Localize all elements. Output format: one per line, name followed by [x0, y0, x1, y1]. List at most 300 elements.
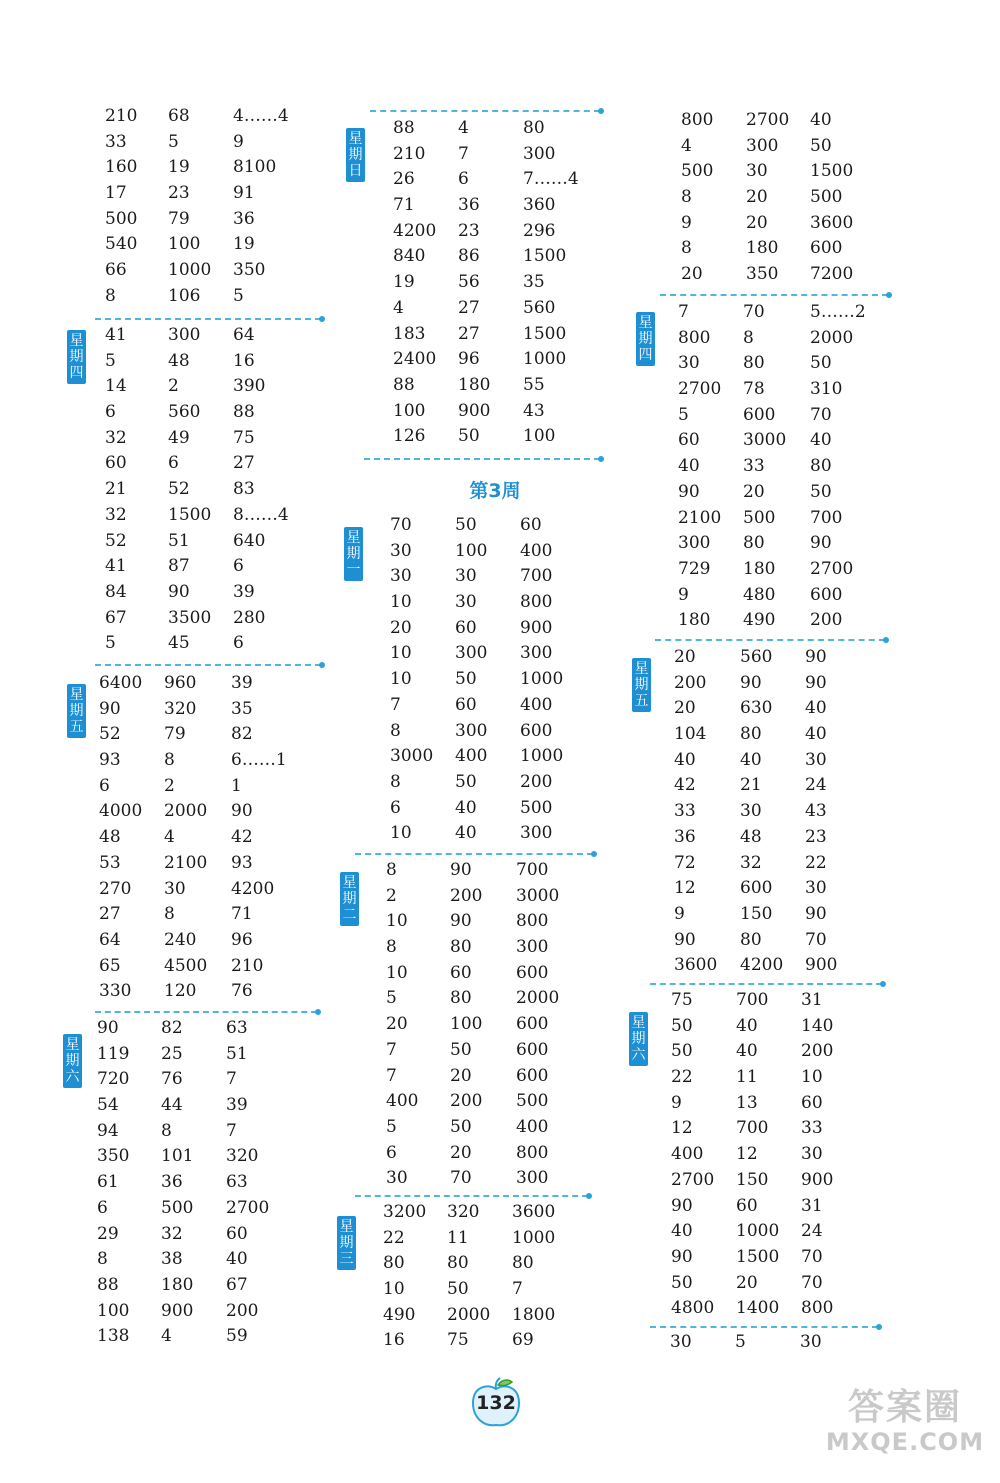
block-c2-wed — [380, 1200, 620, 1354]
answer-value: 2100 — [678, 507, 722, 528]
answer-value: 300 — [168, 325, 201, 345]
answer-value: 9 — [671, 1092, 682, 1113]
answer-value: 80 — [447, 1253, 469, 1274]
answer-row — [670, 988, 910, 1014]
answer-value: 30 — [740, 801, 762, 822]
answer-value: 270 — [99, 878, 132, 899]
answer-value: 4200 — [231, 878, 275, 899]
answer-row — [670, 557, 910, 583]
answer-value: 11 — [447, 1227, 469, 1248]
answer-value: 200 — [226, 1300, 259, 1321]
answer-value: 80 — [743, 533, 765, 554]
answer-value: 60 — [801, 1092, 823, 1113]
answer-value: 30 — [805, 749, 827, 770]
answer-value: 5……2 — [810, 302, 866, 322]
answer-row — [90, 1042, 330, 1068]
answer-value: 10 — [386, 962, 408, 983]
answer-value: 31 — [801, 1195, 823, 1216]
answer-value: 320 — [226, 1146, 259, 1167]
answer-value: 80 — [523, 118, 545, 138]
answer-value: 2700 — [678, 379, 722, 400]
answer-row — [380, 1038, 620, 1064]
answer-value: 23 — [805, 826, 827, 847]
answer-value: 90 — [450, 911, 472, 932]
answer-value: 3200 — [383, 1202, 427, 1222]
answer-value: 6……1 — [231, 750, 287, 771]
answer-value: 2700 — [746, 110, 790, 130]
answer-row — [670, 1168, 910, 1194]
answer-value: 19 — [393, 272, 415, 293]
answer-value: 38 — [161, 1249, 183, 1270]
answer-value: 32 — [740, 852, 762, 873]
answer-value: 320 — [164, 698, 197, 719]
answer-value: 22 — [383, 1227, 405, 1248]
answer-row — [90, 606, 330, 632]
answer-value: 40 — [736, 1015, 758, 1036]
answer-row — [670, 645, 910, 671]
answer-row — [670, 722, 910, 748]
answer-row — [90, 722, 330, 748]
answer-value: 36 — [161, 1172, 183, 1193]
answer-value: 9 — [233, 131, 244, 152]
answer-value: 41 — [105, 556, 127, 577]
answer-value: 86 — [458, 246, 480, 267]
answer-value: 94 — [97, 1120, 119, 1141]
answer-value: 79 — [168, 208, 190, 229]
answer-row — [90, 477, 330, 503]
answer-row — [90, 374, 330, 400]
answer-row — [670, 799, 910, 825]
block-c3-top — [670, 108, 910, 288]
answer-row — [90, 554, 330, 580]
column-2-tue — [380, 858, 620, 1192]
answer-value: 60 — [736, 1195, 758, 1216]
answer-value: 80 — [740, 929, 762, 950]
answer-value: 360 — [523, 195, 556, 216]
answer-value: 54 — [97, 1095, 119, 1116]
answer-value: 20 — [450, 1065, 472, 1086]
answer-row — [380, 986, 620, 1012]
answer-value: 7 — [512, 1279, 523, 1300]
answer-value: 50 — [450, 1116, 472, 1137]
answer-value: 10 — [390, 823, 412, 844]
answer-value: 33 — [801, 1118, 823, 1139]
answer-row — [380, 116, 620, 142]
answer-value: 12 — [671, 1118, 693, 1139]
answer-value: 30 — [386, 1168, 408, 1189]
answer-value: 900 — [458, 400, 491, 421]
answer-value: 140 — [801, 1015, 834, 1036]
answer-value: 71 — [393, 195, 415, 216]
answer-row — [90, 1222, 330, 1248]
answer-value: 2100 — [164, 852, 208, 873]
separator — [355, 853, 593, 855]
answer-row — [380, 616, 620, 642]
answer-row — [90, 232, 330, 258]
answer-value: 1000 — [512, 1227, 556, 1248]
answer-value: 183 — [393, 323, 426, 344]
answer-value: 1000 — [168, 260, 212, 281]
answer-value: 6 — [97, 1197, 108, 1218]
answer-row — [670, 300, 910, 326]
separator — [95, 1011, 317, 1013]
day-tab-saturday: 星期六 — [629, 1012, 648, 1066]
answer-value: 44 — [161, 1095, 183, 1116]
answer-value: 210 — [393, 143, 426, 164]
answer-value: 13 — [736, 1092, 758, 1113]
answer-value: 31 — [801, 990, 823, 1010]
answer-value: 70 — [801, 1272, 823, 1293]
answer-value: 1500 — [523, 246, 567, 267]
answer-value: 70 — [450, 1168, 472, 1189]
answer-row — [90, 400, 330, 426]
answer-row — [90, 928, 330, 954]
answer-value: 90 — [671, 1195, 693, 1216]
answer-value: 180 — [746, 238, 779, 259]
separator — [95, 664, 321, 666]
separator — [364, 458, 600, 460]
answer-value: 6 — [233, 556, 244, 577]
answer-value: 90 — [740, 672, 762, 693]
answer-value: 88 — [233, 402, 255, 423]
answer-value: 560 — [168, 402, 201, 423]
answer-row — [90, 748, 330, 774]
block-c2-mon — [380, 513, 620, 847]
answer-row — [380, 1141, 620, 1167]
answer-value: 50 — [810, 353, 832, 374]
answer-value: 20 — [746, 187, 768, 208]
answer-value: 3600 — [512, 1202, 556, 1222]
answer-row — [380, 909, 620, 935]
answer-value: 90 — [99, 698, 121, 719]
answer-row — [670, 262, 910, 288]
answer-value: 80 — [740, 724, 762, 745]
answer-value: 60 — [455, 617, 477, 638]
answer-value: 3600 — [810, 212, 854, 233]
answer-value: 210 — [231, 955, 264, 976]
answer-row — [380, 513, 620, 539]
answer-value: 88 — [393, 118, 415, 138]
answer-value: 9 — [674, 903, 685, 924]
answer-value: 52 — [105, 530, 127, 551]
block-c1-thu — [90, 323, 330, 657]
answer-value: 39 — [233, 581, 255, 602]
answer-row — [90, 877, 330, 903]
column-1-thu — [90, 323, 330, 657]
answer-value: 4 — [458, 118, 469, 138]
separator — [650, 1326, 878, 1328]
answer-value: 53 — [99, 852, 121, 873]
answer-value: 20 — [674, 647, 696, 667]
answer-value: 91 — [233, 183, 255, 204]
answer-row — [90, 825, 330, 851]
answer-value: 75 — [671, 990, 693, 1010]
day-tab-friday: 星期五 — [67, 684, 86, 738]
answer-value: 640 — [233, 530, 266, 551]
answer-row — [90, 323, 330, 349]
answer-value: 23 — [168, 183, 190, 204]
answer-value: 30 — [455, 592, 477, 613]
answer-value: 900 — [520, 617, 553, 638]
answer-row — [670, 326, 910, 352]
answer-value: 300 — [678, 533, 711, 554]
answer-row — [380, 935, 620, 961]
answer-row — [90, 181, 330, 207]
answer-value: 60 — [450, 962, 472, 983]
answer-row — [380, 1226, 620, 1252]
answer-value: 600 — [516, 962, 549, 983]
answer-value: 30 — [800, 1332, 822, 1352]
answer-value: 40 — [740, 749, 762, 770]
answer-value: 6 — [105, 402, 116, 423]
answer-value: 4 — [164, 827, 175, 848]
day-tab-monday: 星期一 — [344, 527, 363, 581]
answer-value: 101 — [161, 1146, 194, 1167]
answer-value: 6 — [99, 775, 110, 796]
answer-value: 200 — [520, 771, 553, 792]
answer-value: 1000 — [736, 1221, 780, 1242]
answer-row — [380, 590, 620, 616]
answer-row — [90, 1273, 330, 1299]
answer-value: 20 — [386, 1014, 408, 1035]
answer-value: 4 — [161, 1326, 172, 1347]
answer-row — [670, 1116, 910, 1142]
answer-row — [670, 403, 910, 429]
answer-value: 75 — [447, 1330, 469, 1351]
answer-row — [670, 1014, 910, 1040]
answer-value: 540 — [105, 234, 138, 255]
answer-value: 900 — [161, 1300, 194, 1321]
answer-value: 60 — [105, 453, 127, 474]
answer-value: 2700 — [810, 558, 854, 579]
answer-row — [670, 159, 910, 185]
answer-value: 59 — [226, 1326, 248, 1347]
answer-row — [670, 1330, 910, 1356]
answer-value: 100 — [523, 426, 556, 447]
day-tab-sunday: 星期日 — [346, 128, 365, 182]
answer-value: 32 — [105, 427, 127, 448]
answer-value: 5 — [105, 350, 116, 371]
answer-row — [380, 167, 620, 193]
answer-value: 106 — [168, 285, 201, 306]
answer-value: 50 — [671, 1272, 693, 1293]
answer-value: 200 — [801, 1041, 834, 1062]
answer-value: 17 — [105, 183, 127, 204]
answer-row — [380, 399, 620, 425]
answer-value: 51 — [168, 530, 190, 551]
answer-value: 8 — [386, 860, 397, 880]
answer-value: 600 — [810, 238, 843, 259]
answer-row — [670, 583, 910, 609]
answer-value: 840 — [393, 246, 426, 267]
answer-value: 20 — [674, 698, 696, 719]
answer-value: 29 — [97, 1223, 119, 1244]
answer-value: 8 — [743, 327, 754, 348]
answer-value: 65 — [99, 955, 121, 976]
answer-value: 1500 — [168, 504, 212, 525]
answer-value: 138 — [97, 1326, 130, 1347]
answer-value: 1500 — [810, 161, 854, 182]
answer-value: 4 — [393, 297, 404, 318]
answer-value: 10 — [390, 592, 412, 613]
answer-value: 100 — [455, 540, 488, 561]
block-c3-sat — [670, 988, 910, 1322]
answer-row — [670, 531, 910, 557]
answer-value: 180 — [678, 610, 711, 631]
day-tab-wednesday: 星期三 — [337, 1216, 356, 1270]
answer-row — [90, 207, 330, 233]
day-tab-saturday: 星期六 — [63, 1034, 82, 1088]
answer-row — [90, 1144, 330, 1170]
answer-row — [380, 193, 620, 219]
answer-row — [90, 1324, 330, 1350]
column-3-fri — [670, 645, 910, 979]
answer-value: 30 — [746, 161, 768, 182]
answer-value: 80 — [810, 456, 832, 477]
answer-value: 63 — [226, 1018, 248, 1038]
answer-value: 24 — [805, 775, 827, 796]
answer-value: 30 — [455, 566, 477, 587]
answer-value: 560 — [523, 297, 556, 318]
answer-value: 600 — [520, 720, 553, 741]
answer-value: 8 — [386, 937, 397, 958]
answer-row — [380, 424, 620, 450]
answer-value: 6 — [390, 797, 401, 818]
answer-value: 700 — [516, 860, 549, 880]
answer-value: 55 — [523, 374, 545, 395]
answer-row — [670, 876, 910, 902]
answer-value: 48 — [168, 350, 190, 371]
answer-value: 330 — [99, 981, 132, 1002]
answer-value: 180 — [458, 374, 491, 395]
answer-row — [380, 322, 620, 348]
answer-value: 126 — [393, 426, 426, 447]
answer-value: 90 — [805, 647, 827, 667]
answer-value: 2000 — [447, 1304, 491, 1325]
answer-value: 67 — [226, 1274, 248, 1295]
answer-value: 600 — [743, 404, 776, 425]
answer-row — [380, 858, 620, 884]
answer-value: 75 — [233, 427, 255, 448]
answer-row — [670, 608, 910, 634]
answer-value: 22 — [671, 1067, 693, 1088]
answer-value: 90 — [805, 903, 827, 924]
answer-value: 800 — [681, 110, 714, 130]
answer-row — [380, 1277, 620, 1303]
answer-value: 390 — [233, 376, 266, 397]
answer-value: 96 — [231, 929, 253, 950]
block-c2-tue — [380, 858, 620, 1192]
answer-row — [670, 1142, 910, 1168]
answer-value: 3000 — [743, 430, 787, 451]
answer-row — [670, 773, 910, 799]
answer-value: 8 — [161, 1120, 172, 1141]
answer-value: 26 — [393, 169, 415, 190]
answer-value: 36 — [233, 208, 255, 229]
answer-value: 32 — [161, 1223, 183, 1244]
answer-value: 33 — [105, 131, 127, 152]
answer-value: 39 — [226, 1095, 248, 1116]
answer-value: 560 — [740, 647, 773, 667]
answer-value: 25 — [161, 1043, 183, 1064]
answer-value: 7 — [390, 694, 401, 715]
answer-value: 76 — [161, 1069, 183, 1090]
answer-value: 2 — [168, 376, 179, 397]
column-3-thu — [670, 300, 910, 634]
answer-value: 40 — [455, 823, 477, 844]
answer-value: 4 — [681, 135, 692, 156]
answer-row — [380, 270, 620, 296]
answer-value: 2 — [386, 885, 397, 906]
answer-row — [670, 748, 910, 774]
answer-row — [670, 696, 910, 722]
answer-value: 5 — [233, 285, 244, 306]
answer-row — [380, 1166, 620, 1192]
answer-row — [380, 564, 620, 590]
answer-value: 60 — [520, 515, 542, 535]
answer-value: 43 — [523, 400, 545, 421]
separator — [355, 1195, 588, 1197]
answer-row — [670, 185, 910, 211]
answer-value: 700 — [736, 1118, 769, 1139]
answer-value: 41 — [105, 325, 127, 345]
answer-value: 30 — [164, 878, 186, 899]
answer-value: 150 — [736, 1169, 769, 1190]
answer-value: 4200 — [393, 220, 437, 241]
column-2-sun — [380, 116, 620, 450]
answer-value: 35 — [523, 272, 545, 293]
answer-value: 296 — [523, 220, 556, 241]
answer-value: 50 — [455, 515, 477, 535]
answer-row — [90, 349, 330, 375]
answer-value: 82 — [161, 1018, 183, 1038]
answer-value: 280 — [233, 607, 266, 628]
day-tab-thursday: 星期四 — [67, 330, 86, 384]
answer-value: 70 — [390, 515, 412, 535]
answer-value: 320 — [447, 1202, 480, 1222]
answer-value: 90 — [97, 1018, 119, 1038]
answer-row — [90, 1247, 330, 1273]
answer-value: 9 — [681, 212, 692, 233]
answer-value: 20 — [390, 617, 412, 638]
answer-row — [90, 529, 330, 555]
answer-value: 88 — [97, 1274, 119, 1295]
answer-value: 100 — [97, 1300, 130, 1321]
answer-value: 68 — [168, 106, 190, 126]
page-number: 132 — [476, 1392, 516, 1414]
separator — [95, 318, 321, 320]
answer-value: 4000 — [99, 801, 143, 822]
answer-value: 500 — [681, 161, 714, 182]
answer-value: 40 — [455, 797, 477, 818]
answer-value: 10 — [801, 1067, 823, 1088]
answer-value: 76 — [231, 981, 253, 1002]
answer-row — [90, 851, 330, 877]
answer-value: 6 — [386, 1142, 397, 1163]
answer-value: 80 — [743, 353, 765, 374]
answer-value: 60 — [455, 694, 477, 715]
answer-value: 90 — [671, 1246, 693, 1267]
watermark — [820, 1388, 990, 1456]
answer-value: 64 — [233, 325, 255, 345]
answer-value: 3000 — [390, 746, 434, 767]
answer-value: 30 — [678, 353, 700, 374]
answer-value: 66 — [105, 260, 127, 281]
day-tab-tuesday: 星期二 — [340, 872, 359, 926]
answer-value: 48 — [740, 826, 762, 847]
answer-value: 400 — [516, 1116, 549, 1137]
answer-value: 5 — [735, 1332, 746, 1352]
